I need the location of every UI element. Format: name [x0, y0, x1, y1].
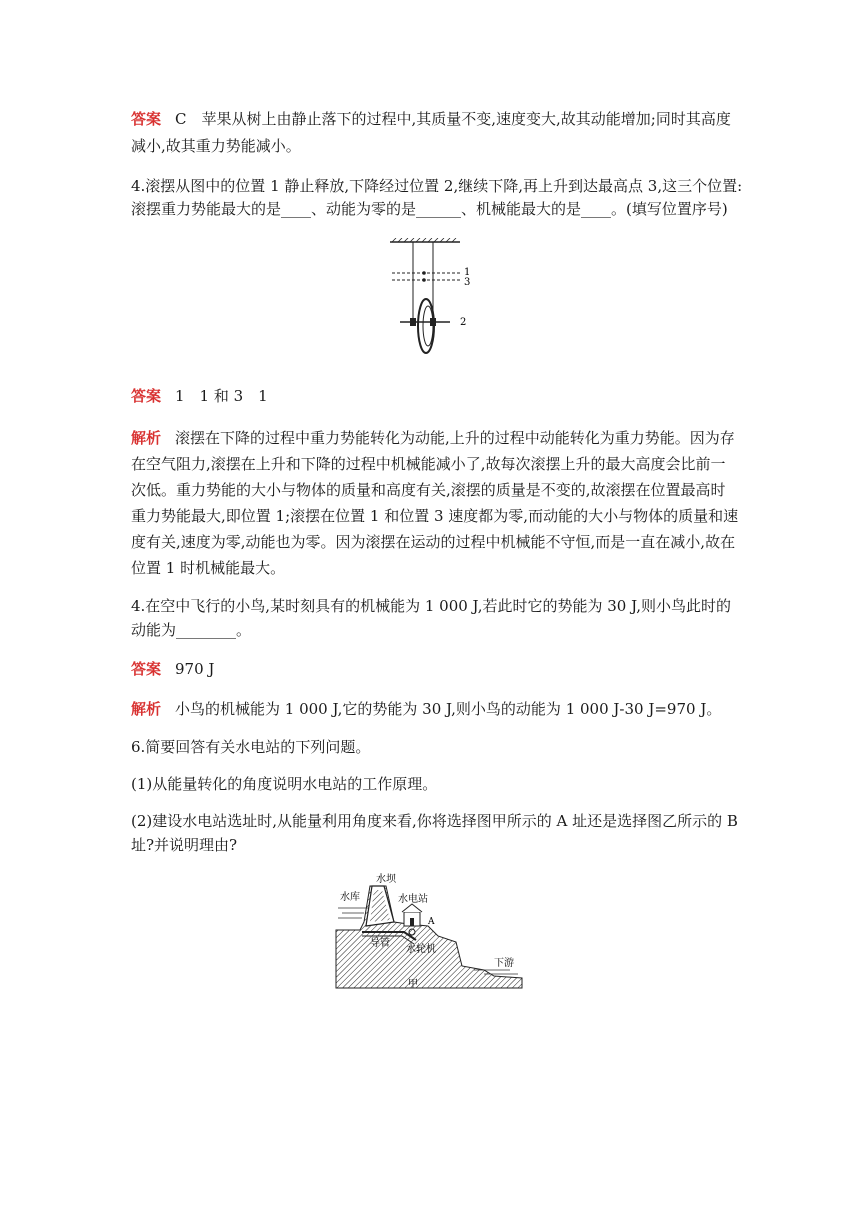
question-6-sub-1: (1)从能量转化的角度说明水电站的工作原理。	[131, 775, 438, 793]
answer-label: 答案	[131, 387, 162, 405]
answer-q4b-text: 970 J	[175, 660, 215, 678]
figure-caption: 甲	[408, 979, 418, 990]
explain-q4b-text: 小鸟的机械能为 1 000 J,它的势能为 30 J,则小鸟的动能为 1 000 J-30 J=970 J。	[175, 700, 722, 718]
answer-c-line-2: 减小,故其重力势能减小。	[131, 137, 301, 155]
answer-label: 答案	[131, 110, 162, 128]
downstream-label: 下游	[494, 958, 514, 969]
turbine-label: 水轮机	[406, 944, 436, 955]
question-6-sub-2-line-2: 址?并说明理由?	[131, 836, 238, 854]
answer-label: 答案	[131, 660, 162, 678]
question-4a-line-1: 4.滚摆从图中的位置 1 静止释放,下降经过位置 2,继续下降,再上升到达最高点 3,这三个位置:	[131, 177, 743, 195]
pendulum-figure	[388, 238, 472, 360]
explain-q4a-line-6: 位置 1 时机械能最大。	[131, 559, 286, 577]
station-label: 水电站	[398, 894, 428, 905]
explain-q4a-line-1	[131, 429, 735, 447]
explain-q4a-line-3: 次低。重力势能的大小与物体的质量和高度有关,滚摆的质量是不变的,故滚摆在位置最高时	[131, 481, 726, 499]
explanation-label: 解析	[131, 429, 162, 447]
answer-c-line-1	[131, 110, 731, 128]
pendulum-label-3: 3	[464, 277, 471, 288]
answer-c-text: C 苹果从树上由静止落下的过程中,其质量不变,速度变大,故其动能增加;同时其高度	[175, 110, 731, 128]
question-4a-line-2: 滚摆重力势能最大的是____、动能为零的是______、机械能最大的是____。(填写位置序号)	[131, 200, 728, 218]
question-6-sub-2-line-1: (2)建设水电站选址时,从能量利用角度来看,你将选择图甲所示的 A 址还是选择图乙所示的 B	[131, 812, 738, 830]
explanation-label: 解析	[131, 700, 162, 718]
hydropower-figure	[334, 866, 526, 992]
pipe-label: 导管	[370, 938, 390, 949]
question-4b-line-2: 动能为________。	[131, 621, 252, 639]
answer-q4a-text: 1 1 和 3 1	[175, 387, 268, 405]
explain-q4a-line-4: 重力势能最大,即位置 1;滚摆在位置 1 和位置 3 速度都为零,而动能的大小与物体的质量和速	[131, 507, 739, 525]
explain-q4b-line	[131, 700, 731, 718]
question-4b-line-1: 4.在空中飞行的小鸟,某时刻具有的机械能为 1 000 J,若此时它的势能为 30 J,则小鸟此时的	[131, 597, 731, 615]
dam-label: 水坝	[376, 874, 396, 885]
explain-q4a-line-2: 在空气阻力,滚摆在上升和下降的过程中机械能减小了,故每次滚摆上升的最大高度会比前一	[131, 455, 726, 473]
answer-q4b-line	[131, 660, 731, 678]
reservoir-label: 水库	[340, 892, 360, 903]
pendulum-label-2: 2	[460, 317, 467, 328]
question-6-line-1: 6.简要回答有关水电站的下列问题。	[131, 738, 371, 756]
point-a-label: A	[428, 917, 435, 927]
answer-q4a-line	[131, 387, 731, 405]
pendulum-label-1: 1	[464, 267, 471, 278]
explain-q4a-line-5: 度有关,速度为零,动能也为零。因为滚摆在运动的过程中机械能不守恒,而是一直在减小,故在	[131, 533, 736, 551]
explain-q4a-text-1: 滚摆在下降的过程中重力势能转化为动能,上升的过程中动能转化为重力势能。因为存	[175, 429, 735, 447]
